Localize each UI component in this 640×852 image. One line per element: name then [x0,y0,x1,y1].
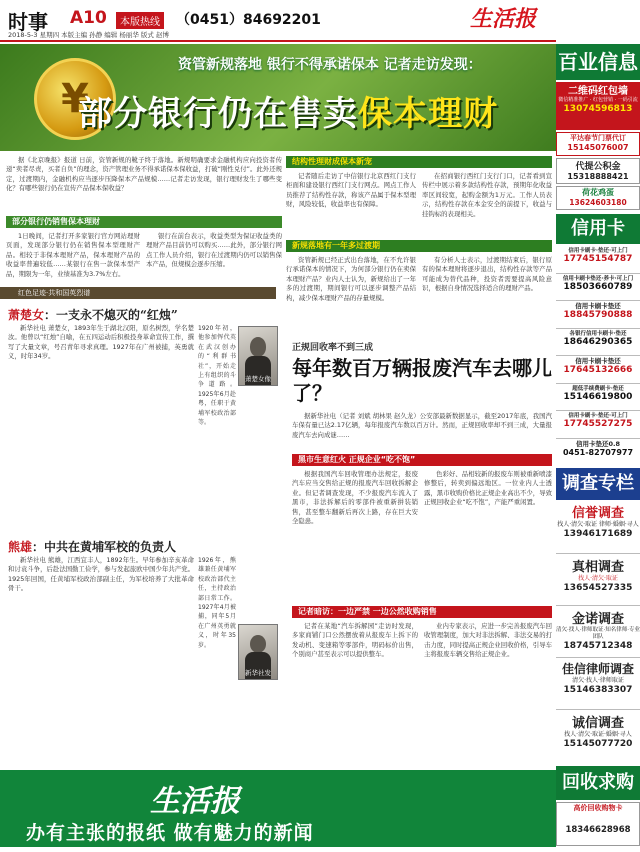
person2-photo [238,624,278,680]
news-headline: 每年数百万辆报废汽车去哪儿了？ [292,356,552,405]
footer-logo: 生活报 [150,784,240,819]
ad-qr-title: 二维码红包墙 [568,86,628,97]
recycle-ad [556,802,640,846]
news-subhead-1: 黑市生意红火 正规企业“吃不饱” [292,454,552,466]
investigation-ad-phone: 15145077720 [563,739,633,749]
banner-headline [78,86,498,135]
news-lead: 据新华社电（记者 刘斌 胡林果 赵久龙）公安部最新数据显示，截至2017年底，我国汽车保有量已达2.17亿辆，每年报废汽车数以百万计。然而，正规回收率却不到三成，大量报废汽车去向成谜…… [292,412,552,439]
yuan-symbol: ¥ [61,76,89,122]
card-ad-label: 信用卡刷卡垫还·养卡·可上门 [562,275,634,282]
card-ad-label: 信用卡刷卡垫还 [575,357,621,365]
investigation-ad [556,712,640,762]
newspaper-logo: 生活报 [470,6,537,32]
ad-qr-sub: 微信精准推广 · 红包营销 · 一码引流 [558,97,638,103]
card-ad-phone: 15146619800 [563,391,633,402]
card-ads [556,246,640,466]
hotline-label: 本版热线 [116,12,164,29]
investigation-ad-desc: 找人·清欠·取证 [578,575,618,582]
card-section-title: 信用卡 [556,214,640,244]
person2-name: 熊雄 [8,540,33,554]
news-kicker: 正规回收率不到三成 [292,343,374,353]
card-ad-phone: 17745527275 [563,419,633,429]
news-col2: 色彩好、品相较新的报废车则被重新喷漆修整后，转卖到偏远地区。一位业内人士透露，黑市收购价格比正规企业高出不少，导致正规回收企业“吃不饱”，产能严重闲置。 [424,470,552,507]
recycle-ad-sub: 高价回收购物卡 [573,804,623,812]
ad-tickets-phone: 15145076007 [567,143,629,152]
news-col4: 业内专家表示，应进一步完善报废汽车回收管理制度，加大对非法拆解、非法交易的打击力度，同时提高正规企业回收价格，引导车主将报废车辆交售给正规企业。 [424,622,552,659]
investigation-ad [556,608,640,658]
investigation-ad [556,556,640,606]
ad-qr-phone: 13074596813 [563,104,633,114]
right-subhead-1: 结构性理财成保本新宠 [286,156,552,168]
recycle-section-title: 回收求购 [556,766,640,800]
lead-banner [0,44,556,151]
card-ad-phone: 17645132666 [563,365,633,375]
news-col1: 根据我国汽车回收管理办法规定，报废汽车应当交售给正规的报废汽车回收拆解企业。但记者调查发现，不少报废汽车流入了黑市，非法拆解后的零部件被重新拼装销售，甚至整车翻新后再次上路，存在巨大安全隐患。 [292,470,418,526]
card-ad-phone: 0451-82707977 [562,447,634,457]
page-header [0,0,640,40]
person2-photo-caption: 新华社发 [245,669,271,677]
card-ad-phone: 17745154787 [563,254,633,264]
person2-heading [8,538,176,555]
person1-text: 新华社电 萧楚女，1893年生于湖北汉阳，原名树烈，学名楚汝。他曾以“红烛”自喻，在五四运动后积极投身革命宣传工作，撰写了大量文章，号召青年寻求真理。1927年在广州被捕，英勇就义，时年34岁。 [8,324,194,361]
issue-meta: 2018-5-3 星期四 本版主编 孙静 编辑 杨丽华 版式 赵博 [8,31,169,39]
person1-title: ：一支永不熄灭的“红烛” [44,308,178,322]
person2-text2: 1926年，熊雄兼任黄埔军校政治部代主任，主持政治部日常工作。1927年4月被捕，同年5月在广州英勇就义，时年35岁。 [198,557,236,649]
card-ad-phone: 18845790888 [563,310,633,320]
headline-part2: 保本理财 [358,94,498,134]
news-subhead-2: 记者暗访：一边严禁 一边公然收购销售 [292,606,552,618]
banner-subtitle: 资管新规落地 银行不得承诺保本 记者走访发现： [178,57,482,73]
investigation-ad-desc: 清欠·找人·律师取证·知名律师·专业团队 [556,627,640,640]
lead-col1: 1日晚间，记者打开多家银行官方网站理财页面，发现部分银行仍在销售保本型理财产品。相较于非保本理财产品，保本理财产品的收益率普遍较低……某银行在售一款保本型产品，期限为一年，业绩基准为3.7%左右。 [6,232,140,278]
ad-qr-wall [556,82,640,130]
classified-sidebar [556,44,640,847]
section-title: 时事 [8,10,48,34]
headline-part1: 部分银行仍在售卖 [78,94,358,134]
ad-fund-phone: 15318888421 [567,172,629,181]
investigation-ad-title: 真相调查 [571,560,624,575]
page-number: A10 [70,8,107,28]
investigation-ad-desc: 找人·清欠·取证·婚姻·寻人 [564,731,632,738]
card-ad-label: 超低手续费刷卡·垫还 [572,385,624,392]
recycle-ad-phone: 18346628968 [565,825,631,835]
person2-text: 新华社电 熊雄，江西宜丰人，1892年生。早年参加辛亥革命和讨袁斗争，后赴法国勤工俭学，参与发起旅欧中国少年共产党。1925年回国，任黄埔军校政治部副主任，为军校培养了大批革命骨干。 [8,556,194,593]
investigation-ad-desc: 找人·清欠·取证 律师·婚姻·寻人 [557,521,639,528]
person1-photo [238,326,278,386]
lead-subhead: 部分银行仍销售保本理财 [6,216,282,228]
header-rule [0,40,556,42]
investigation-ad [556,660,640,710]
person1-heading [8,306,178,323]
footer-banner [0,770,556,847]
investigation-ad-phone: 13946171689 [563,529,633,539]
lead-col2: 银行在前台表示，收益类型为保证收益类的理财产品目前仍可以购买……此外，部分银行网点工作人员介绍，银行在过渡期内仍可以销售保本产品，但规模会逐步压缩。 [146,232,282,269]
right-col3: 资管新规已经正式出台落地，在不允许银行承诺保本的情况下，为何部分银行仍在卖保本理财产品？业内人士认为，新规给出了一年多的过渡期，期间银行可以逐步调整产品结构，减少保本理财产品的存量规模。 [286,256,416,302]
footer-slogan: 办有主张的报纸 做有魅力的新闻 [26,822,314,844]
card-ad-label: 信用卡刷卡·垫还·可上门 [568,413,628,419]
ad-eggs [556,186,640,210]
person1-name: 萧楚女 [8,308,45,322]
ad-eggs-phone: 13624603180 [569,198,627,207]
right-subhead-2: 新规落地有一年多过渡期 [286,240,552,252]
investigation-ad-title: 佳信律师调查 [561,662,634,676]
right-col1: 记者随后走访了中信银行北京西红门支行柜面和建设银行西红门支行网点。网点工作人员推荐了结构性存款，称该产品属于保本型理财，风险较低，收益率也有保障。 [286,172,416,209]
ad-fund [556,158,640,184]
investigation-ad-phone: 18745712348 [563,641,633,651]
ad-eggs-title: 荷花鸡蛋 [582,188,614,197]
investigation-ad-title: 金诺调查 [571,612,624,627]
news-col3: 记者在某地“汽车拆解园”走访时发现，多家商铺门口公然摆放着从报废车上拆下的发动机、变速箱等零部件，明码标价出售，个别商户甚至表示可以提供整车。 [292,622,418,659]
investigation-ad [556,502,640,554]
lead-intro: 据《北京晚报》报道 日前，资管新规的靴子终于落地。新规明确要求金融机构应向投资者传递“卖者尽责，买者自负”的理念，资产管理业务不得承诺保本保收益，打破“刚性兑付”。此外还规定，过渡期内，金融机构应当逐步压降保本产品规模……记者走访发现，银行理财发生了哪些变化？有哪些银行仍在宣传产品保本保收益？ [6,156,282,193]
card-ad-label: 各银行信用卡刷卡·垫还 [569,330,627,337]
investigation-section-title: 调查专栏 [556,468,640,500]
hotline-number: （0451）84692201 [176,12,321,28]
card-ad-label: 信用卡垫还0.8 [575,439,620,448]
investigation-ad-title: 信誉调查 [571,506,624,521]
right-col4: 有分析人士表示，过渡期结束后，银行原有的保本理财将逐步退出，结构性存款等产品可能成为替代品种，投资者需要提高风险意识，根据自身情况选择适合的理财产品。 [422,256,552,293]
person1-text2: 1920年初，他参加恽代英在武汉创办的“利群书社”，开始走上有组织的斗争道路。1925年6月赴粤，任职于黄埔军校政治部等。 [198,325,236,427]
sidebar-title: 百业信息 [556,44,640,80]
ad-tickets [556,132,640,156]
investigation-ad-title: 诚信调查 [571,716,624,731]
right-col2: 在招商银行西红门支行门口，记者看到宣传栏中展示着多款结构性存款，预期年化收益率区间较宽，起购金额为1万元。工作人员表示，结构性存款在本金安全的前提下，收益与挂钩标的表现相关。 [422,172,552,218]
investigation-ad-phone: 13654527335 [563,583,633,593]
ad-fund-title: 代提公积金 [575,162,621,172]
card-ad-phone: 18646290365 [563,336,633,347]
history-strip: 红色足迹·共和国英烈谱 [0,287,276,299]
investigation-ad-phone: 15146383307 [563,685,633,695]
card-ad-label: 信用卡刷卡垫还 [575,302,621,310]
card-ad-label: 信用卡刷卡·垫还·可上门 [568,248,628,254]
investigation-ad-desc: 清欠·找人·律师取证 [572,677,624,684]
person1-photo-caption: 萧楚女像 [245,375,271,383]
card-ad-phone: 18503660789 [563,281,633,292]
person2-title: ：中共在黄埔军校的负责人 [32,540,177,554]
ad-tickets-title: 平达春节门票代订 [570,134,626,142]
